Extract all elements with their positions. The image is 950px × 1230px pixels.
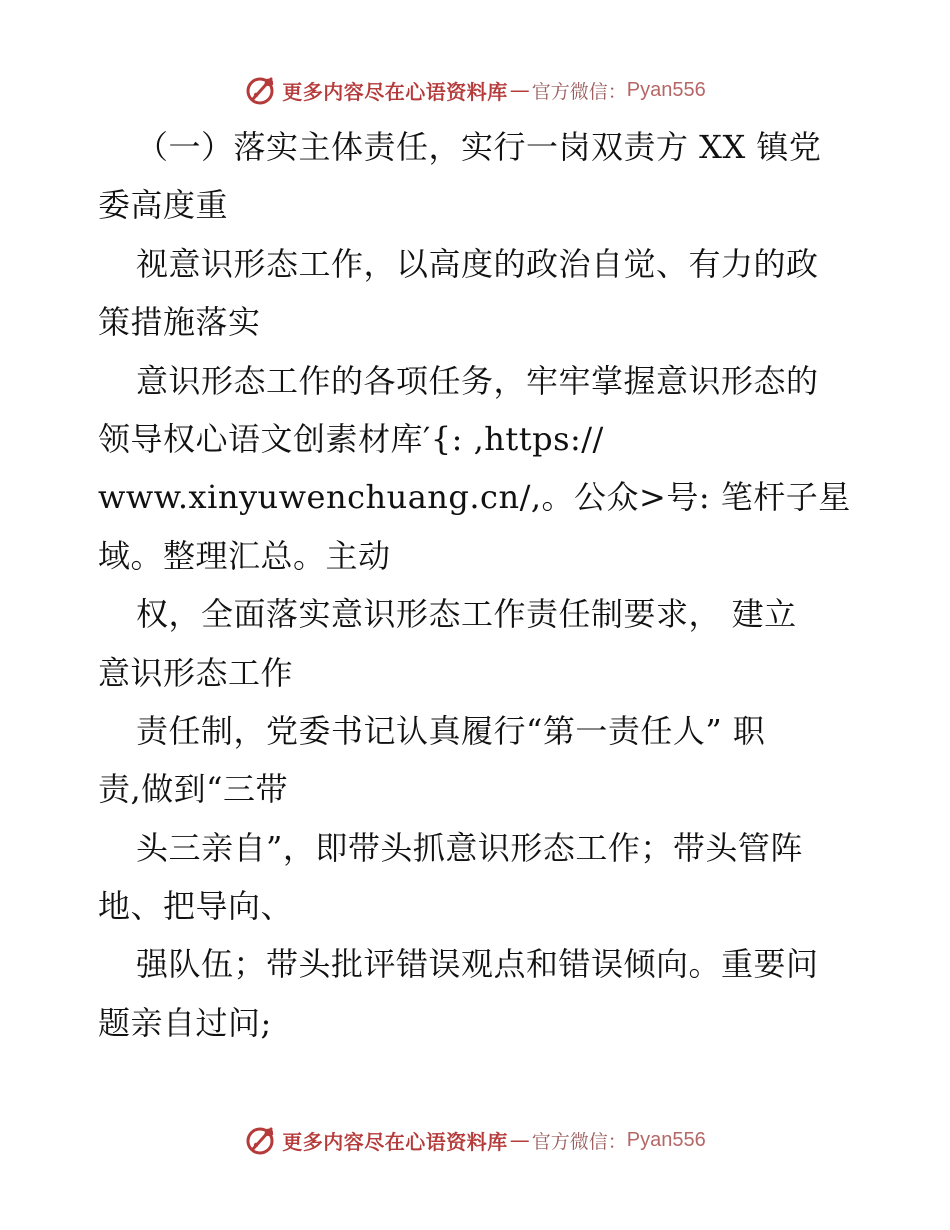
footer-separator: — [509,1128,530,1152]
paragraph-line: 地、把导向、 [98,887,294,926]
paragraph-line: 域。整理汇总。主动 [98,536,391,575]
header-banner [0,70,950,110]
paragraph-line: 意识形态工作 [98,653,294,692]
header-wechat-label: 官方微信： [531,80,627,103]
paragraph-line: 权，全面落实意识形态工作责任制要求， 建立 [136,595,797,634]
paragraph-line: 视意识形态工作，以高度的政治自觉、有力的政 [136,244,819,283]
footer-brand-text: 更多内容尽在心语资料库 [282,1129,508,1154]
paragraph-line: 意识形态工作的各项任务，牢牢掌握意识形态的 [136,361,819,400]
paragraph-line: 责,做到“三带 [98,770,289,809]
paragraph-line: （一）落实主体责任，实行一岗双责方 XX 镇党 [136,128,822,166]
paragraph-line: 领导权心语文创素材库′{: ,https:// [98,419,604,458]
paragraph-line: 责任制，党委书记认真履行“第一责任人” 职 [136,711,766,750]
header-wechat-id: Pyan556 [626,78,706,101]
quill-logo-icon [244,1123,278,1157]
header-brand-text: 更多内容尽在心语资料库 [282,79,508,104]
quill-logo-icon [244,73,278,107]
footer-wechat-id: Pyan556 [626,1128,706,1151]
paragraph-line: 题亲自过问; [98,1003,272,1042]
paragraph-line: 头三亲自”，即带头抓意识形态工作；带头管阵 [136,828,803,867]
header-separator: — [509,78,530,102]
paragraph-line: 策措施落实 [98,303,261,342]
footer-banner [0,1120,950,1160]
paragraph-line: 委高度重 [98,186,229,225]
footer-wechat-label: 官方微信： [531,1130,627,1153]
document-body [98,118,878,1052]
paragraph-line: www.xinyuwenchuang.cn/,。公众>号: 笔杆子星 [98,478,851,517]
paragraph-line: 强队伍；带头批评错误观点和错误倾向。重要问 [136,945,819,984]
